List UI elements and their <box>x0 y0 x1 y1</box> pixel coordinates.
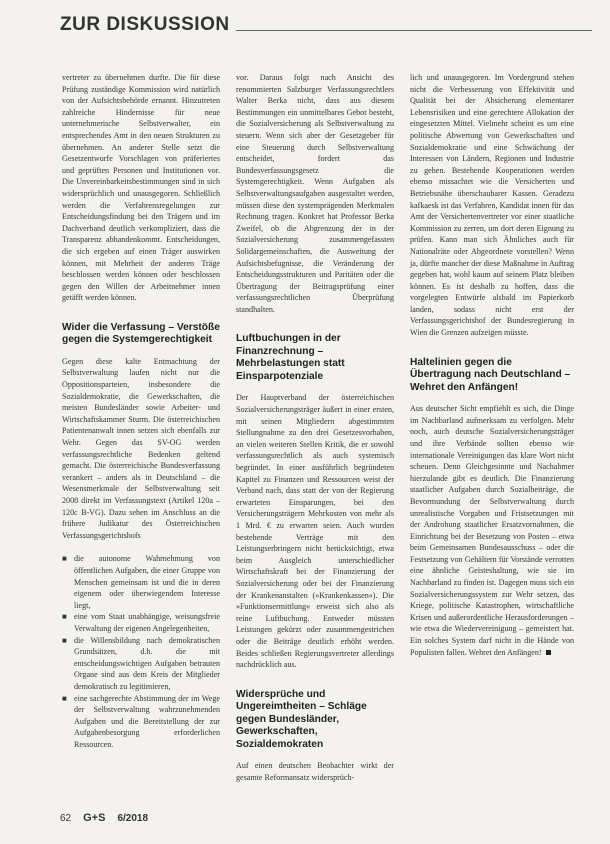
bullet-icon: ■ <box>62 693 67 703</box>
paragraph: vor. Daraus folgt nach Ansicht des renommierten Salzburger Verfassungsrechtlers Walter Berka nicht, dass aus diesem Bestimmungen ein unmittelbares Gebot besteht, die Sozialversicherung als Selbstverwaltung zu steuern. Wenn sich aber der Gesetzgeber für eine Steuerung durch Selbstverwaltung entscheidet, fordert das Bundesverfassungsgesetz die Systemgerechtigkeit. Wenn Aufgaben als Selbstverwaltungsaufgaben ausgestaltet werden, müssen diese den systemprägenden Merkmalen Rechnung tragen. Konkret hat Professor Berka Zweifel, ob die Abgrenzung der in der Sozialversicherung zusammengefassten Solidargemeinschaften, die Ausweitung der Aufsichtsbefugnisse, die Veränderung der Entscheidungsstrukturen und Paritäten oder die Übertragung der Beitragsprüfung einer verfassungsrechtlichen Überprüfung standhalten. <box>236 73 394 314</box>
spacer <box>236 671 394 689</box>
section-title: ZUR DISKUSSION <box>60 14 230 35</box>
page-footer <box>60 812 148 824</box>
column-3 <box>410 72 574 658</box>
list-item <box>62 611 220 634</box>
paragraph: lich und unausgegoren. Im Vordergrund stehen nicht die Verbesserung von Effektivität und Qualität bei der Absicherung elementarer Lebensrisiken und eine gerechtere Allokation der eingesetzten Mittel. Vielmehr scheint es um eine politische Abwertung von Gewerkschaften und Sozialdemokratie und eine Schwächung der Interessen von Ländern, Regionen und Industrie zu gehen. Bestehende Kooperationen werden ebenso missachtet wie die Versicherten und Betriebsnähe überschaubarer Kassen. Geradezu kafkaesk ist das Verfahren, Kandidat innen für das Amt der Versichertenvertreter vor einer staatliche Kommission zu zerren, um dort deren Eignung zu prüfen. Kann man sich Ähnliches auch für Nationalräte oder Abgeordnete vorstellen? Wenn ja, dürfte mancher der diese Maßnahme in Auftrag gegeben hat, wohl kaum auf seinem Platz bleiben können. Es ist deshalb zu hoffen, dass die vorgelegten Entwürfe alsbald im Papierkorb landen, sodass nicht erst der Verfassungsgerichtshof der Bundesregierung in Wien die Grenzen aufzeigen müsste. <box>410 73 574 338</box>
magazine-name: G+S <box>83 812 106 824</box>
subheading: Luftbuchungen in der Finanzrechnung – Mehrbelastungen statt Einsparpotenziale <box>236 333 345 382</box>
bullet-icon: ■ <box>62 612 67 622</box>
column-2 <box>236 72 394 783</box>
list-item <box>62 553 220 611</box>
issue-number: 6/2018 <box>117 813 149 824</box>
column-1 <box>62 72 220 750</box>
list-item-text: eine sachgerechte Abstimmung der im Wege der Selbstverwaltung wahrzunehmenden Aufgaben und die Bereitstellung der zur Aufgabenbesorgung erforderlichen Ressourcen. <box>74 693 220 749</box>
subheading: Widersprüche und Ungereimtheiten – Schläge gegen Bundesländer, Gewerkschaften, Sozialdemokraten <box>236 688 367 750</box>
list-item <box>62 635 220 693</box>
section-header <box>60 8 592 34</box>
spacer <box>236 751 394 760</box>
spacer <box>62 541 220 553</box>
list-item-text: eine vom Staat unabhängige, weisungsfreie Verwaltung der eigenen Angelegenheiten, <box>74 612 220 633</box>
paragraph: vertreter zu übernehmen durfte. Die für diese Prüfung zuständige Kommission wird natürlich von der Aufsichtsbehörde ernannt. Hinzutreten zahlreiche Hindernisse für neue unternehmerische Selbstverwalter, ein entsprechendes Amt in den neuen Strukturen zu übernehmen. An anderer Stelle setzt die Gesetzentwurfe Vorschlagen von präferiertes und geprüften Personen und Institutionen vor. Die Unvereinbarkeitsbestimmungen sind in sich widersprüchlich und unausgegoren. Schließlich werden die Verfahrensregelungen zur Entscheidungsfindung bei den Trägern und im Dachverband deutlich verkompliziert, dass die Transparenz abhandenkommt. Entscheidungen, die sich ergeben auf einen Träger auswirken können, mit Mehrheit der anderen Träge beschlossen werden können oder beschlossen gegen den Willen der Arbeitnehmer innen getäfft werden können. <box>62 73 220 303</box>
list-item-text: die Willensbildung nach demokratischen Grundsätzen, d.h. die mit entscheidungswichtigen Aufgaben betrauten Organe sind aus dem Kreis der Mitglieder demokratisch zu legitimieren, <box>74 635 220 691</box>
paragraph: Gegen diese kalte Entmachtung der Selbstverwaltung laufen nicht nur die Oppositionsparteien, insbesondere die Sozialdemokratie, die Gewerkschaften, die meisten Bundesländer sowie Arbeiter- und Wirtschaftskammer Sturm. Die österreichischen Patientenanwalt innen setzen sich ebenfalls zur Wehr. Gegen das SV-OG werden verfassungsrechtliche Bedenken geltend gemacht. Die österreichische Bundesverfassung verankert – anders als in Deutschland – die Wesensmerkmale der Selbstverwaltung seit 2008 direkt im Verfassungstext (Artikel 120a – 120c B-VG). Dazu sehen im Anschluss an die frühere Judikatur des Österreichischen Verfassungsgerichtshofs <box>62 356 220 540</box>
spacer <box>62 304 220 322</box>
spacer <box>236 383 394 392</box>
list-item-text: die autonome Wahrnehmung von öffentlichen Aufgaben, die einer Gruppe von Menschen gemeinsam ist und die in deren eigenem oder überwiegendem Interesse liegt, <box>74 554 220 610</box>
list-item <box>62 693 220 751</box>
spacer <box>410 394 574 403</box>
page-number: 62 <box>60 813 72 824</box>
spacer <box>236 315 394 333</box>
subheading: Wider die Verfassung – Verstöße gegen die Systemgerechtigkeit <box>62 321 220 346</box>
bullet-icon: ■ <box>62 635 67 645</box>
paragraph-text: Aus deutscher Sicht empfiehlt es sich, die Dinge im Nachbarland aufmerksam zu verfolgen. Mehr noch, auch deutsche Sozialversicherungsträger und ihre Verbände sollten ebenso wie internationale Vereinigungen das klare Wort nicht scheuen. Denn Gleichgesinnte und Nachahmer hierzulande gibt es deutlich. Die Finanzierung staatlicher Aufgaben durch Sozialbeiträge, die Bevormundung der Selbstverwaltung durch unrealistische Vorgaben und Fristsetzungen mit der Androhung staatlicher Ersatzvornahmen, die Einrichtung bei der Besetzung von Posten – etwa beim Gemeinsamen Bundesausschuss – oder die Festsetzung von Gehältern für Vorstände verrotten eine ähnliche Geisteshaltung, wie sie im Nachbarland zu finden ist. Dagegen muss sich ein Sozialversicherungssystem zur Wehr setzen, das Kriege, politische Katastrophen, wirtschaftliche Krisen und außerordentliche Herausforderungen – wie etwa die Wiedervereinigung – gemeistert hat. Ein solches System darf nicht in die Hände von Populisten fallen. Wehret den Anfängen! <box>410 404 574 657</box>
spacer <box>62 347 220 356</box>
subheading: Haltelinien gegen die Übertragung nach Deutschland – Wehret den Anfängen! <box>410 356 571 393</box>
bullet-list <box>62 553 220 750</box>
end-mark-icon <box>546 650 551 655</box>
spacer <box>410 339 574 357</box>
header-rule <box>236 30 592 31</box>
paragraph: Der Hauptverband der österreichischen Sozialversicherungsträger äußert in einer ersten, mit seinen Mitgliedern abgestimmten Stellungnahme zu den drei Gesetzesvorhaben, an vielen weiteren Stellen Kritik, die er sowohl verfassungsrechtlich als auch systemisch begründet. In einer ausführlich begründeten Kapitel zu Finanzen und Ressourcen weist der Verband nach, dass statt der von der Regierung erwarteten Einsparungen, bei den Versicherungsträgern Mehrkosten von mehr als 1 Mrd. € zu erwarten seien. Auch wurden bestehende Verträge mit den Leistungserbringern nicht berücksichtigt, etwa beim Ausgleich unterschiedlicher Wirtschaftskraft bei der Finanzierung der Sozialversicherung oder bei der Finanzierung der Krankenanstalten (»Krankenkassen«). Die »Funktionsermittlung« erweist sich also als reine Luftbuchung. Entweder müssten Leistungen gekürzt oder zusammengestrichen oder die Beiträge deutlich erhöht werden. Beides schließen Regierungsvertreter allerdings nachdrücklich aus. <box>236 393 394 670</box>
paragraph <box>410 403 574 658</box>
bullet-icon: ■ <box>62 554 67 564</box>
paragraph: Auf einen deutschen Beobachter wirkt der gesamte Reformansatz widersprüch- <box>236 761 394 782</box>
